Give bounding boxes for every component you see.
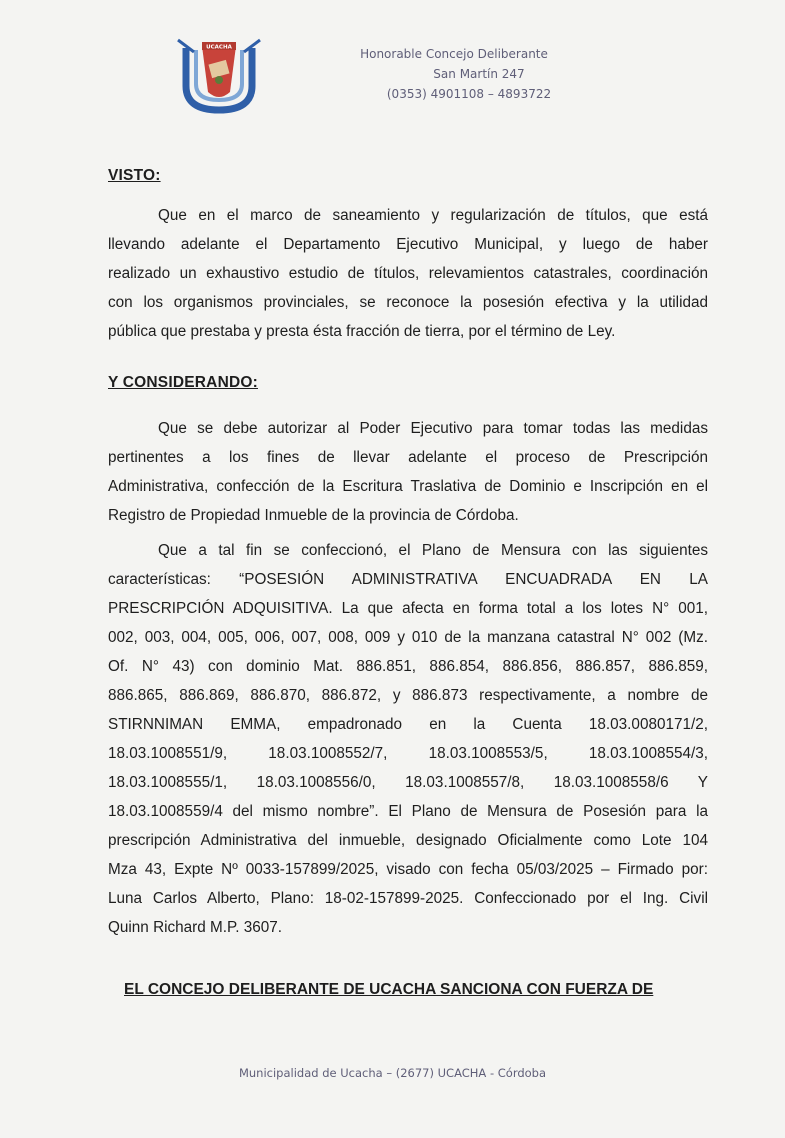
text-line: Quinn Richard M.P. 3607. xyxy=(108,919,283,936)
text-line: Registro de Propiedad Inmueble de la provincia de Córdoba. xyxy=(108,507,519,524)
visto-paragraph xyxy=(108,201,708,346)
text-line: STIRNNIMAN EMMA, empadronado en la Cuenta 18.03.0080171/2, xyxy=(108,716,708,733)
considerando-paragraph-2 xyxy=(108,536,708,942)
visto-heading: VISTO: xyxy=(108,167,161,184)
text-line: 002, 003, 004, 005, 006, 007, 008, 009 y 010 de la manzana catastral N° 002 (Mz. xyxy=(108,629,708,646)
letterhead-title: Honorable Concejo Deliberante xyxy=(360,47,548,61)
text-line: 18.03.1008551/9, 18.03.1008552/7, 18.03.1008553/5, 18.03.1008554/3, xyxy=(108,745,708,762)
text-line: Que a tal fin se confeccionó, el Plano de Mensura con las siguientes xyxy=(158,542,708,559)
considerando-heading: Y CONSIDERANDO: xyxy=(108,374,258,391)
text-line: PRESCRIPCIÓN ADQUISITIVA. La que afecta en forma total a los lotes N° 001, xyxy=(108,600,708,617)
text-line: Que en el marco de saneamiento y regularización de títulos, que está xyxy=(158,207,708,224)
text-line: pertinentes a los fines de llevar adelante el proceso de Prescripción xyxy=(108,449,708,466)
text-line: Que se debe autorizar al Poder Ejecutivo para tomar todas las medidas xyxy=(158,420,708,437)
letterhead-address: San Martín 247 xyxy=(433,67,525,81)
letterhead xyxy=(340,44,568,104)
svg-text:UCACHA: UCACHA xyxy=(206,44,232,51)
letterhead-phone: (0353) 4901108 – 4893722 xyxy=(386,87,552,101)
text-line: Of. N° 43) con dominio Mat. 886.851, 886.854, 886.856, 886.857, 886.859, xyxy=(108,658,708,675)
ucacha-seal-logo xyxy=(172,36,266,114)
considerando-paragraph-1 xyxy=(108,414,708,530)
text-line: 18.03.1008559/4 del mismo nombre”. El Plano de Mensura de Posesión para la xyxy=(108,803,708,820)
text-line: llevando adelante el Departamento Ejecutivo Municipal, y luego de haber xyxy=(108,236,708,253)
text-line: con los organismos provinciales, se reconoce la posesión efectiva y la utilidad xyxy=(108,294,708,311)
text-line: características: “POSESIÓN ADMINISTRATIVA ENCUADRADA EN LA xyxy=(108,571,708,588)
resolution-heading: EL CONCEJO DELIBERANTE DE UCACHA SANCIONA CON FUERZA DE xyxy=(124,981,654,998)
page-footer: Municipalidad de Ucacha – (2677) UCACHA - Córdoba xyxy=(238,1066,547,1080)
text-line: Luna Carlos Alberto, Plano: 18-02-157899-2025. Confeccionado por el Ing. Civil xyxy=(108,890,708,907)
text-line: Administrativa, confección de la Escritura Traslativa de Dominio e Inscripción en el xyxy=(108,478,708,495)
text-line: pública que prestaba y presta ésta fracción de tierra, por el término de Ley. xyxy=(108,323,616,340)
text-line: Mza 43, Expte Nº 0033-157899/2025, visado con fecha 05/03/2025 – Firmado por: xyxy=(108,861,708,878)
text-line: realizado un exhaustivo estudio de títulos, relevamientos catastrales, coordinación xyxy=(108,265,708,282)
text-line: prescripción Administrativa del inmueble, designado Oficialmente como Lote 104 xyxy=(108,832,708,849)
text-line: 886.865, 886.869, 886.870, 886.872, y 886.873 respectivamente, a nombre de xyxy=(108,687,708,704)
text-line: 18.03.1008555/1, 18.03.1008556/0, 18.03.1008557/8, 18.03.1008558/6 Y xyxy=(108,774,708,791)
